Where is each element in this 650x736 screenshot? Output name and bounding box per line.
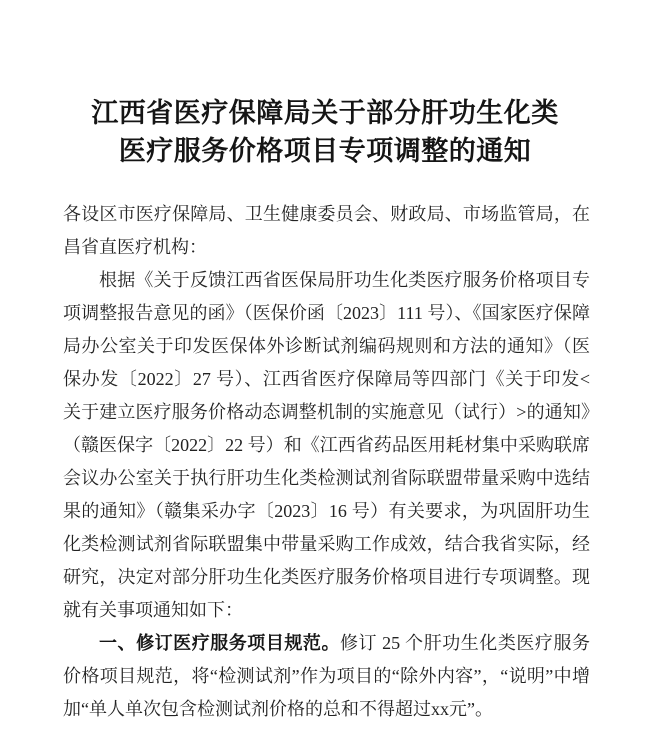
- item1-heading: 一、修订医疗服务项目规范。: [99, 633, 340, 653]
- document-body: [63, 198, 590, 726]
- salutation-paragraph: 各设区市医疗保障局、卫生健康委员会、财政局、市场监管局，在昌省直医疗机构：: [63, 204, 590, 257]
- basis-paragraph: 根据《关于反馈江西省医保局肝功生化类医疗服务价格项目专项调整报告意见的函》（医保价函〔2023〕111 号）、《国家医疗保障局办公室关于印发医保体外诊断试剂编码规则和方法的通知》（医保办发〔2022〕27 号）、江西省医疗保障局等四部门《关于印发<关于建立医疗服务价格动态调整机制的实施意见（试行）>的通知》（赣医保字〔2022〕22 号）和《江西省药品医用耗材集中采购联席会议办公室关于执行肝功生化类检测试剂省际联盟带量采购中选结果的通知》（赣集采办字〔2023〕16 号）有关要求，为巩固肝功生化类检测试剂省际联盟集中带量采购工作成效，结合我省实际，经研究，决定对部分肝功生化类医疗服务价格项目进行专项调整。现就有关事项通知如下：: [63, 270, 590, 620]
- document-title-line1: 江西省医疗保障局关于部分肝功生化类: [91, 98, 559, 128]
- document-title: [0, 0, 650, 170]
- document-title-line2: 医疗服务价格项目专项调整的通知: [118, 136, 532, 166]
- item1-body-text: 修订 25 个肝功生化类医疗服务价格项目规范，将“检测试剂”作为项目的“除外内容”，“说明”中增加“单人单次包含检测试剂价格的总和不得超过xx元”。: [63, 633, 590, 719]
- item1-paragraph: [63, 627, 590, 726]
